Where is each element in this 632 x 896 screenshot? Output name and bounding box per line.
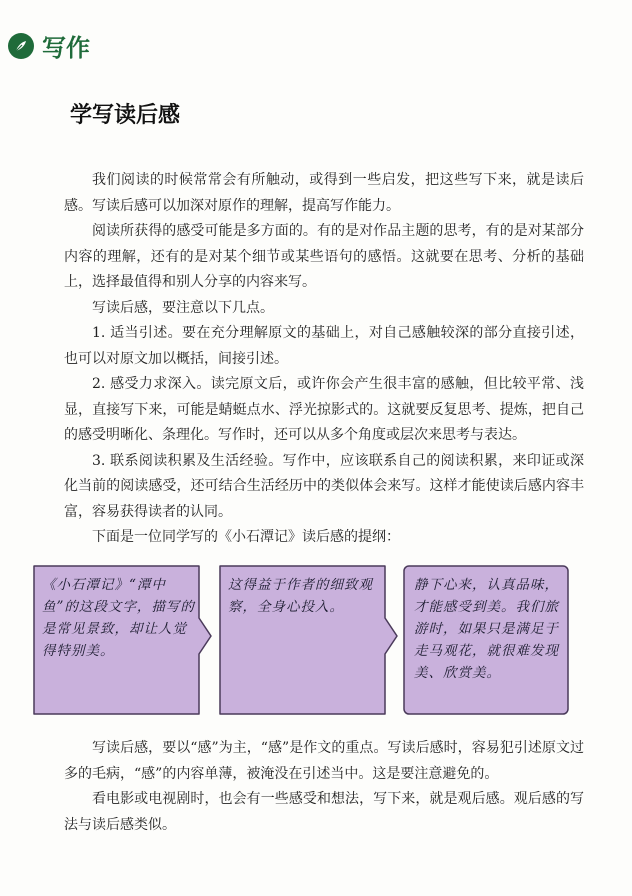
outline-diagram	[32, 560, 572, 720]
paragraph: 写读后感，要以“感”为主，“感”是作文的重点。写读后感时，容易犯引述原文过多的毛病，“感”的内容单薄，被淹没在引述当中。这是要注意避免的。	[64, 740, 584, 782]
lesson-title: 学写读后感	[70, 103, 181, 128]
outline-box-3-text: 静下心来，认真品味，才能感受到美。我们旅游时，如果只是满足于走马观花，就很难发现美、欣赏美。	[414, 577, 559, 681]
pen-leaf-icon	[8, 33, 34, 59]
body-text	[64, 168, 584, 551]
paragraph: 3. 联系阅读积累及生活经验。写作中，应该联系自己的阅读积累，来印证或深化当前的阅读感受，还可结合生活经历中的类似体会来写。这样才能使读后感内容丰富，容易获得读者的认同。	[64, 452, 584, 520]
outline-box-1-text: 《小石潭记》“潭中鱼”的这段文字，描写的是常见景致，却让人觉得特别美。	[42, 577, 195, 659]
outline-box-2-text: 这得益于作者的细致观察，全身心投入。	[228, 577, 373, 615]
paragraph: 看电影或电视剧时，也会有一些感受和想法，写下来，就是观后感。观后感的写法与读后感类似。	[64, 791, 584, 833]
paragraph: 写读后感，要注意以下几点。	[92, 299, 274, 316]
section-title: 写作	[42, 34, 90, 62]
paragraph: 我们阅读的时候常常会有所触动，或得到一些启发，把这些写下来，就是读后感。写读后感可以加深对原作的理解，提高写作能力。	[64, 172, 584, 214]
paragraph: 1. 适当引述。要在充分理解原文的基础上，对自己感触较深的部分直接引述，也可以对原文加以概括，间接引述。	[64, 325, 584, 367]
paragraph: 下面是一位同学写的《小石潭记》读后感的提纲：	[92, 529, 400, 545]
section-header	[8, 28, 90, 63]
paragraph: 阅读所获得的感受可能是多方面的。有的是对作品主题的思考，有的是对某部分内容的理解，还有的是对某个细节或某些语句的感悟。这就要在思考、分析的基础上，选择最值得和别人分享的内容来写。	[64, 223, 584, 290]
paragraph: 2. 感受力求深入。读完原文后，或许你会产生很丰富的感触，但比较平常、浅显，直接写下来，可能是蜻蜓点水、浮光掠影式的。这就要反复思考、提炼，把自己的感受明晰化、条理化。写作时，还可以从多个角度或层次来思考与表达。	[64, 376, 584, 443]
closing-text	[64, 736, 584, 838]
